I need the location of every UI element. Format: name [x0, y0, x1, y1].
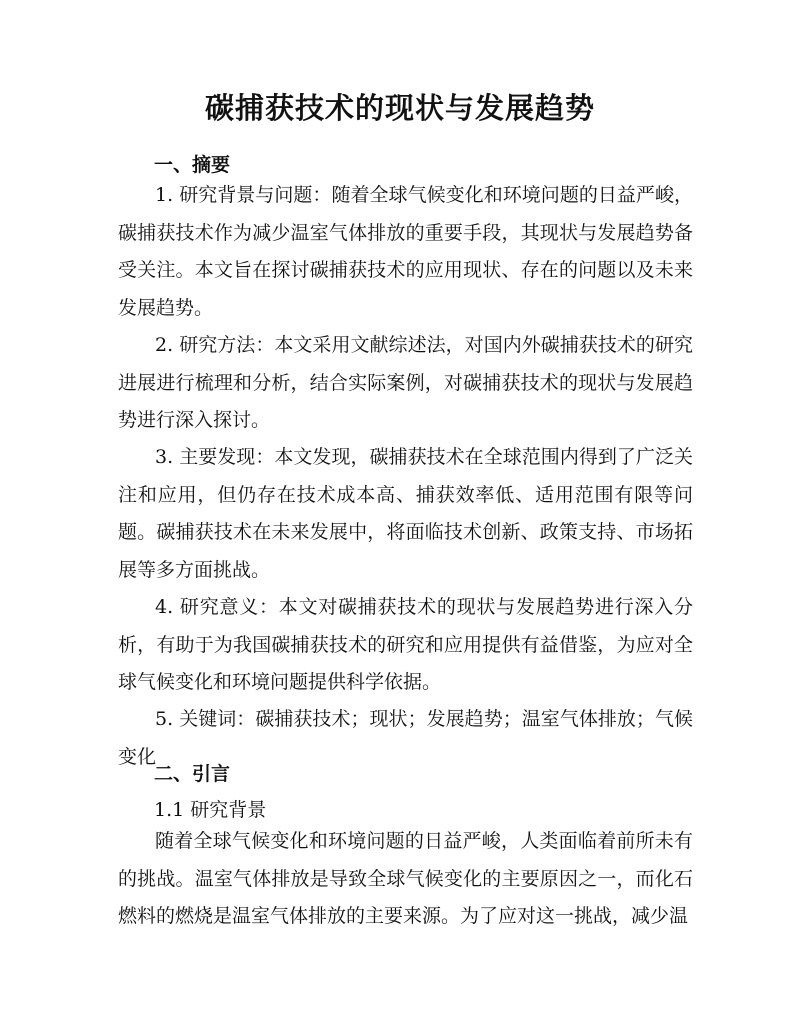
abstract-paragraph-2: 2. 研究方法：本文采用文献综述法，对国内外碳捕获技术的研究进展进行梳理和分析，结合实际案例，对碳捕获技术的现状与发展趋势进行深入探讨。	[118, 334, 693, 431]
document-title: 碳捕获技术的现状与发展趋势	[204, 91, 595, 125]
subsection-heading-background: 1.1 研究背景	[154, 799, 267, 821]
abstract-paragraph-5: 5. 关键词：碳捕获技术；现状；发展趋势；温室气体排放；气候变化	[118, 708, 693, 768]
section-heading-introduction: 二、引言	[154, 763, 231, 785]
abstract-paragraph-3: 3. 主要发现：本文发现，碳捕获技术在全球范围内得到了广泛关注和应用，但仍存在技术成本高、捕获效率低、适用范围有限等问题。碳捕获技术在未来发展中，将面临技术创新、政策支持、市场拓展等多方面挑战。	[118, 446, 693, 581]
abstract-paragraph-4: 4. 研究意义：本文对碳捕获技术的现状与发展趋势进行深入分析，有助于为我国碳捕获技术的研究和应用提供有益借鉴，为应对全球气候变化和环境问题提供科学依据。	[118, 596, 693, 693]
section-heading-abstract: 一、摘要	[154, 154, 231, 176]
introduction-paragraph-1: 随着全球气候变化和环境问题的日益严峻，人类面临着前所未有的挑战。温室气体排放是导致全球气候变化的主要原因之一，而化石燃料的燃烧是温室气体排放的主要来源。为了应对这一挑战，减少温	[118, 830, 693, 927]
abstract-paragraph-1: 1. 研究背景与问题：随着全球气候变化和环境问题的日益严峻，碳捕获技术作为减少温室气体排放的重要手段，其现状与发展趋势备受关注。本文旨在探讨碳捕获技术的应用现状、存在的问题以及未来发展趋势。	[118, 184, 693, 319]
